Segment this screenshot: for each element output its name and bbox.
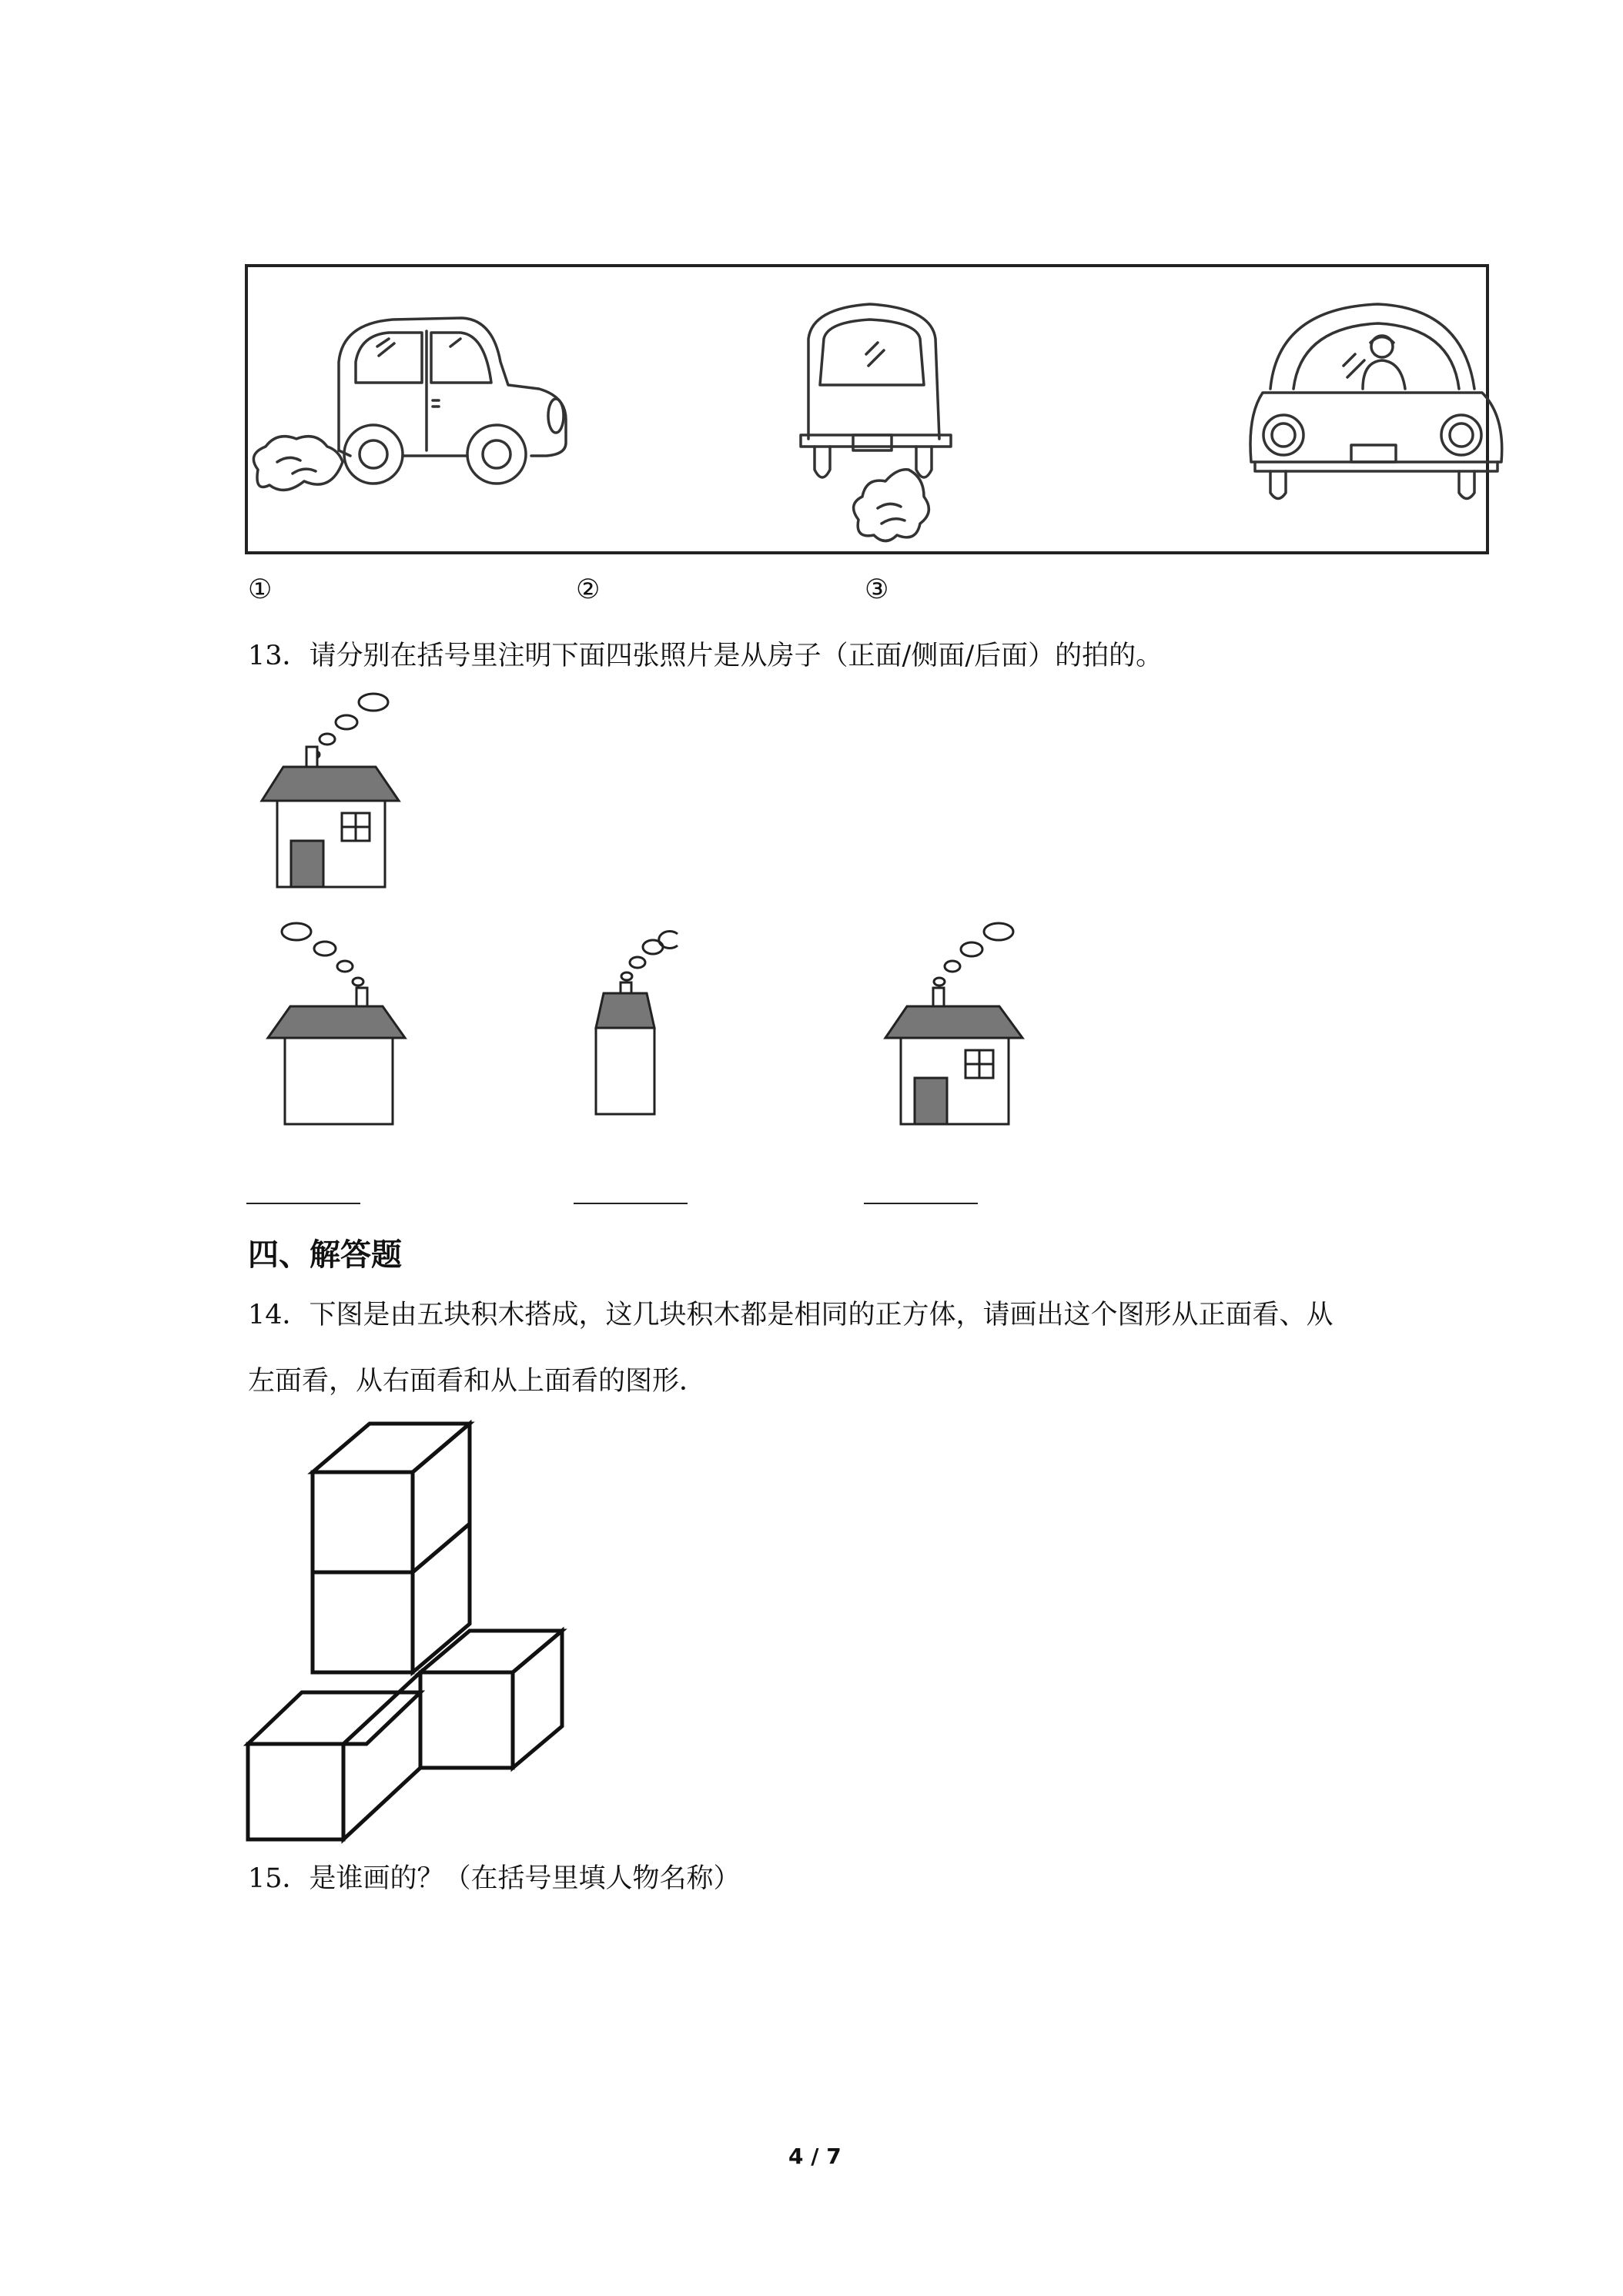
car-label-3: ③ <box>865 574 889 605</box>
question-14-line-2: 左面看，从右面看和从上面看的图形． <box>248 1366 707 1397</box>
page-number: 4 / 7 <box>788 2144 842 2169</box>
question-15-text: 15．是谁画的？（在括号里填人物名称） <box>248 1863 741 1894</box>
section-heading: 四、解答题 <box>248 1237 402 1273</box>
question-13-text: 13．请分别在括号里注明下面四张照片是从房子（正面/侧面/后面）的拍的。 <box>248 641 1163 671</box>
car-label-2: ② <box>576 574 601 605</box>
car-label-1: ① <box>248 574 273 605</box>
question-14-line-1: 14．下图是由五块积木搭成，这几块积木都是相同的正方体，请画出这个图形从正面看、从 <box>248 1300 1334 1330</box>
